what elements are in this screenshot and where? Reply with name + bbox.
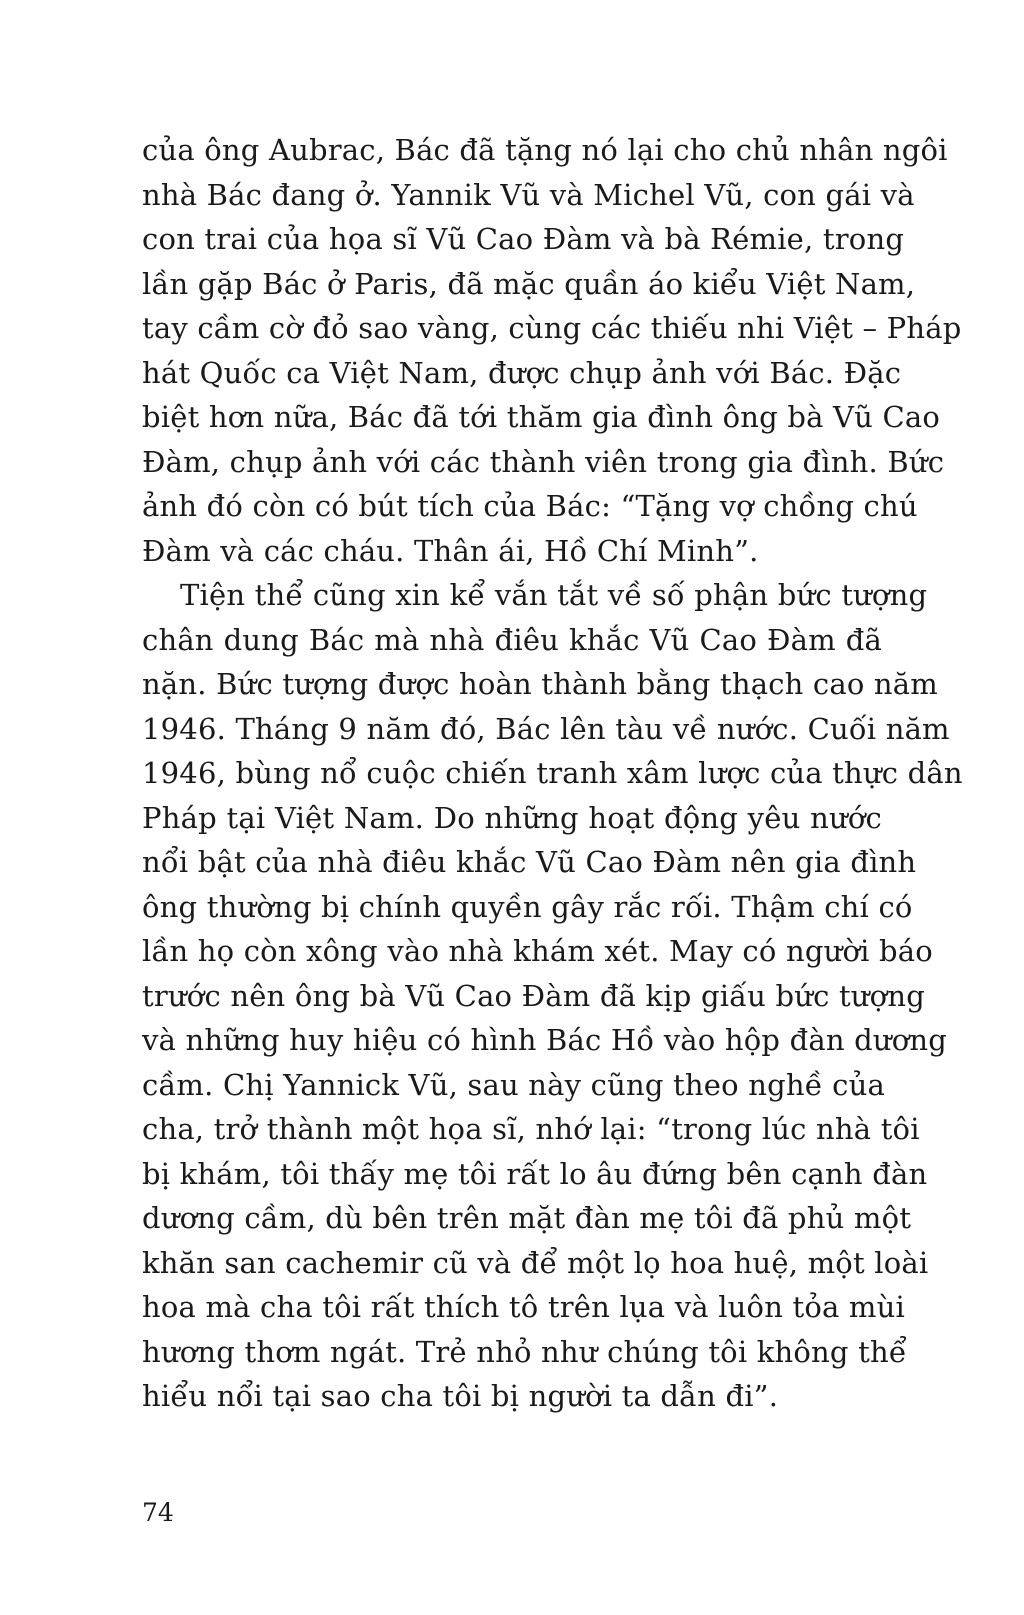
text-line: hiểu nổi tại sao cha tôi bị người ta dẫn đi”.: [142, 1379, 779, 1413]
text-line: Đàm, chụp ảnh với các thành viên trong gia đình. Bức: [142, 444, 945, 479]
text-line: biệt hơn nữa, Bác đã tới thăm gia đình ông bà Vũ Cao: [142, 400, 940, 434]
text-line: tay cầm cờ đỏ sao vàng, cùng các thiếu nhi Việt – Pháp: [142, 311, 962, 345]
text-line: Pháp tại Việt Nam. Do những hoạt động yêu nước: [142, 800, 882, 835]
text-line: lần họ còn xông vào nhà khám xét. May có người báo: [142, 934, 933, 968]
text-line: lần gặp Bác ở Paris, đã mặc quần áo kiểu Việt Nam,: [142, 266, 916, 301]
text-line: trước nên ông bà Vũ Cao Đàm đã kịp giấu bức tượng: [142, 978, 925, 1013]
text-line: ông thường bị chính quyền gây rắc rối. Thậm chí có: [142, 889, 913, 924]
text-line: 1946, bùng nổ cuộc chiến tranh xâm lược của thực dân: [142, 756, 963, 790]
text-line: con trai của họa sĩ Vũ Cao Đàm và bà Rémie, trong: [142, 222, 905, 256]
text-line: dương cầm, dù bên trên mặt đàn mẹ tôi đã phủ một: [142, 1201, 912, 1235]
text-line: cầm. Chị Yannick Vũ, sau này cũng theo nghề của: [142, 1067, 885, 1102]
text-line: cha, trở thành một họa sĩ, nhớ lại: “trong lúc nhà tôi: [142, 1112, 920, 1146]
text-line: nổi bật của nhà điêu khắc Vũ Cao Đàm nên gia đình: [142, 845, 917, 879]
text-line: 1946. Tháng 9 năm đó, Bác lên tàu về nước. Cuối năm: [142, 711, 950, 746]
text-line: hương thơm ngát. Trẻ nhỏ như chúng tôi không thể: [142, 1334, 907, 1369]
text-line: nặn. Bức tượng được hoàn thành bằng thạch cao năm: [142, 667, 939, 701]
paragraph-1: [142, 128, 962, 573]
paragraph-2: [142, 573, 963, 1419]
page-number: 74: [142, 1498, 174, 1527]
text-line: của ông Aubrac, Bác đã tặng nó lại cho chủ nhân ngôi: [142, 133, 948, 167]
text-line: và những huy hiệu có hình Bác Hồ vào hộp đàn dương: [142, 1023, 948, 1057]
text-line: nhà Bác đang ở. Yannik Vũ và Michel Vũ, con gái và: [142, 177, 915, 212]
text-line: Tiện thể cũng xin kể vắn tắt về số phận bức tượng: [180, 578, 928, 612]
text-line: khăn san cachemir cũ và để một lọ hoa huệ, một loài: [142, 1245, 929, 1280]
body-text: [142, 128, 963, 1419]
text-line: ảnh đó còn có bút tích của Bác: “Tặng vợ chồng chú: [142, 489, 918, 523]
text-line: bị khám, tôi thấy mẹ tôi rất lo âu đứng bên cạnh đàn: [142, 1156, 928, 1191]
text-line: Đàm và các cháu. Thân ái, Hồ Chí Minh”.: [142, 533, 759, 568]
text-line: hát Quốc ca Việt Nam, được chụp ảnh với Bác. Đặc: [142, 355, 902, 390]
text-line: hoa mà cha tôi rất thích tô trên lụa và luôn tỏa mùi: [142, 1290, 905, 1324]
text-line: chân dung Bác mà nhà điêu khắc Vũ Cao Đàm đã: [142, 622, 882, 657]
